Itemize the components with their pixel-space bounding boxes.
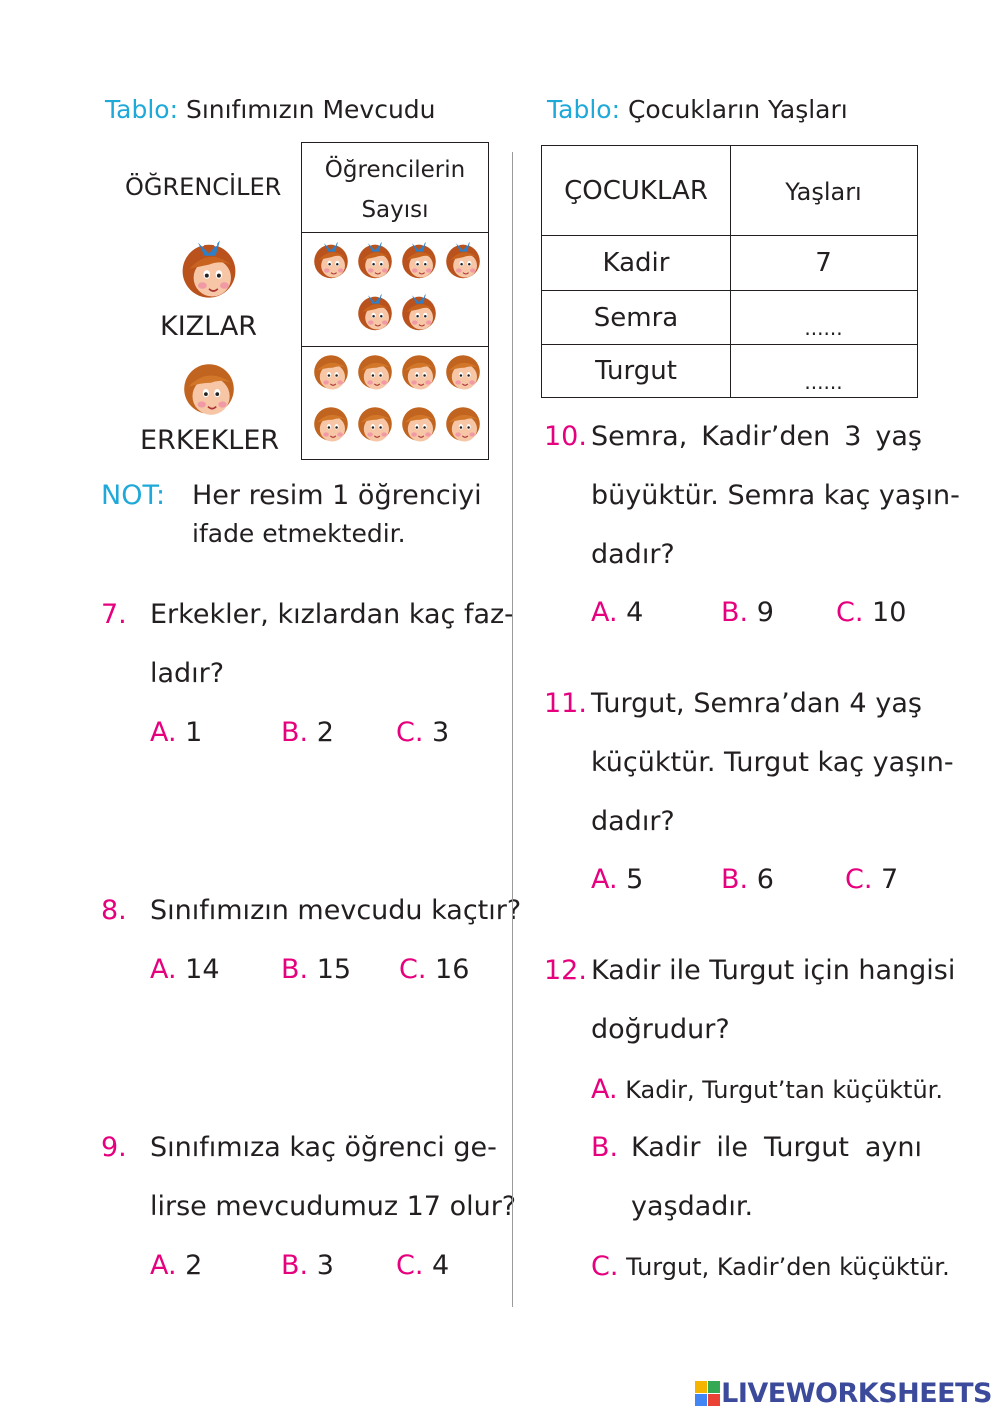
boy-face-icon <box>442 351 484 393</box>
q7-number: 7. <box>101 599 127 630</box>
q7-option-b-value: 2 <box>316 717 334 748</box>
q12-line1: Kadir ile Turgut için hangisi <box>591 955 956 986</box>
q11-option-b-value: 6 <box>756 864 774 895</box>
q10-number: 10. <box>544 421 587 452</box>
q10-option-c-key: C. <box>836 597 864 628</box>
table-divider <box>542 290 917 291</box>
q8-option-a[interactable] <box>150 956 220 983</box>
q7-option-c-key: C. <box>396 717 424 748</box>
q10-option-c[interactable] <box>836 599 906 626</box>
q11-option-b-key: B. <box>721 864 749 895</box>
q10-line3: dadır? <box>591 539 675 570</box>
child-age-blank[interactable]: ...... <box>804 316 843 340</box>
girl-face-icon <box>310 239 352 281</box>
boy-face-icon <box>442 403 484 445</box>
child-age-cell: 7 <box>815 248 832 278</box>
q12-number: 12. <box>544 955 587 986</box>
table-title-label: Tablo: <box>105 95 178 124</box>
students-table <box>301 142 489 460</box>
q11-option-c[interactable] <box>845 866 898 893</box>
q9-option-b[interactable] <box>281 1252 334 1279</box>
q10-option-b-key: B. <box>721 597 749 628</box>
q9-number: 9. <box>101 1132 127 1163</box>
q12-option-a-key: A. <box>591 1074 618 1105</box>
q7-line1: Erkekler, kızlardan kaç faz- <box>150 599 514 630</box>
q8-option-a-key: A. <box>150 954 177 985</box>
q10-option-a[interactable] <box>591 599 643 626</box>
col-count-header-line1: Öğrencilerin <box>324 157 466 183</box>
col-students-header: ÖĞRENCİLER <box>125 173 282 201</box>
q9-option-c[interactable] <box>396 1252 449 1279</box>
q9-line1: Sınıfımıza kaç öğrenci ge- <box>150 1132 497 1163</box>
q11-number: 11. <box>544 688 587 719</box>
q7-option-b[interactable] <box>281 719 334 746</box>
q9-option-c-key: C. <box>396 1250 424 1281</box>
child-name-cell: Kadir <box>602 248 670 278</box>
row-boys-label: ERKEKLER <box>140 425 280 456</box>
q8-option-b[interactable] <box>281 956 351 983</box>
table-title-label: Tablo: <box>547 95 620 124</box>
q7-option-b-key: B. <box>281 717 309 748</box>
q11-option-b[interactable] <box>721 866 774 893</box>
left-table-title <box>105 97 436 122</box>
liveworksheets-logo-icon <box>695 1381 721 1407</box>
q11-option-a-value: 5 <box>626 864 644 895</box>
q9-option-a[interactable] <box>150 1252 202 1279</box>
q11-option-a[interactable] <box>591 866 643 893</box>
q7-option-a[interactable] <box>150 719 202 746</box>
ages-table <box>541 145 918 398</box>
q8-option-c[interactable] <box>399 956 469 983</box>
girl-face-icon <box>354 291 396 333</box>
q9-option-b-key: B. <box>281 1250 309 1281</box>
boy-illustration-icon <box>178 358 240 420</box>
q12-option-c-key: C. <box>591 1251 619 1282</box>
q8-option-a-value: 14 <box>185 954 220 985</box>
q12-option-c-value: Turgut, Kadir’den küçüktür. <box>626 1253 950 1281</box>
col-children-header: ÇOCUKLAR <box>564 176 708 206</box>
child-name-cell: Turgut <box>595 356 677 386</box>
q8-number: 8. <box>101 895 127 926</box>
q9-line2: lirse mevcudumuz 17 olur? <box>150 1191 517 1222</box>
note-line2: ifade etmektedir. <box>192 519 406 548</box>
q8-line1: Sınıfımızın mevcudu kaçtır? <box>150 895 522 926</box>
q12-option-a-value: Kadir, Turgut’tan küçüktür. <box>625 1076 943 1104</box>
boy-face-icon <box>310 403 352 445</box>
q10-option-b[interactable] <box>721 599 774 626</box>
q7-line2: ladır? <box>150 658 225 689</box>
boy-face-icon <box>398 351 440 393</box>
girls-count-cell <box>302 233 488 347</box>
column-divider <box>512 152 513 1307</box>
q8-option-b-value: 15 <box>316 954 352 985</box>
col-ages-header: Yaşları <box>785 178 862 206</box>
q7-option-c[interactable] <box>396 719 449 746</box>
girl-face-icon <box>354 239 396 281</box>
q12-option-b-value-line2: yaşdadır. <box>631 1191 754 1222</box>
q11-line2: küçüktür. Turgut kaç yaşın- <box>591 747 954 778</box>
note-label: NOT: <box>101 480 166 511</box>
q12-option-a[interactable] <box>591 1076 943 1103</box>
q10-line2: büyüktür. Semra kaç yaşın- <box>591 480 960 511</box>
row-girls-label: KIZLAR <box>160 311 258 342</box>
q11-line1: Turgut, Semra’dan 4 yaş <box>591 688 922 719</box>
girl-face-icon <box>398 291 440 333</box>
boy-face-icon <box>354 351 396 393</box>
girl-illustration-icon <box>176 236 242 302</box>
q7-option-c-value: 3 <box>432 717 450 748</box>
boy-face-icon <box>310 351 352 393</box>
q11-line3: dadır? <box>591 806 675 837</box>
liveworksheets-logo <box>695 1378 992 1409</box>
boys-count-cell <box>302 347 488 459</box>
table-divider <box>542 235 917 236</box>
q10-option-c-value: 10 <box>872 597 907 628</box>
boy-face-icon <box>398 403 440 445</box>
q7-option-a-value: 1 <box>185 717 203 748</box>
child-age-blank[interactable]: ...... <box>804 370 843 394</box>
q10-option-a-value: 4 <box>626 597 644 628</box>
table-title-text: Sınıfımızın Mevcudu <box>185 95 436 124</box>
q9-option-c-value: 4 <box>432 1250 450 1281</box>
q10-option-b-value: 9 <box>756 597 774 628</box>
q11-option-c-key: C. <box>845 864 873 895</box>
q9-option-a-value: 2 <box>185 1250 203 1281</box>
q8-option-c-value: 16 <box>435 954 470 985</box>
q8-option-b-key: B. <box>281 954 309 985</box>
q12-line2: doğrudur? <box>591 1014 730 1045</box>
students-table-header-cell <box>302 143 488 233</box>
q10-option-a-key: A. <box>591 597 618 628</box>
q8-option-c-key: C. <box>399 954 427 985</box>
girl-face-icon <box>398 239 440 281</box>
brand-name: LIVEWORKSHEETS <box>721 1378 992 1409</box>
boy-face-icon <box>354 403 396 445</box>
q9-option-a-key: A. <box>150 1250 177 1281</box>
q12-option-b-key: B. <box>591 1132 619 1163</box>
q11-option-c-value: 7 <box>881 864 899 895</box>
q7-option-a-key: A. <box>150 717 177 748</box>
girl-face-icon <box>442 239 484 281</box>
q12-option-c[interactable] <box>591 1253 950 1280</box>
right-table-title <box>547 97 848 122</box>
q11-option-a-key: A. <box>591 864 618 895</box>
note-line1: Her resim 1 öğrenciyi <box>192 480 482 511</box>
q12-option-b-value[interactable]: Kadir ile Turgut aynı <box>631 1132 922 1163</box>
q10-line1: Semra, Kadir’den 3 yaş <box>591 421 922 452</box>
q9-option-b-value: 3 <box>316 1250 334 1281</box>
col-count-header-line2: Sayısı <box>361 197 429 223</box>
child-name-cell: Semra <box>593 303 679 333</box>
table-title-text: Çocukların Yaşları <box>627 95 848 124</box>
table-divider <box>542 344 917 345</box>
